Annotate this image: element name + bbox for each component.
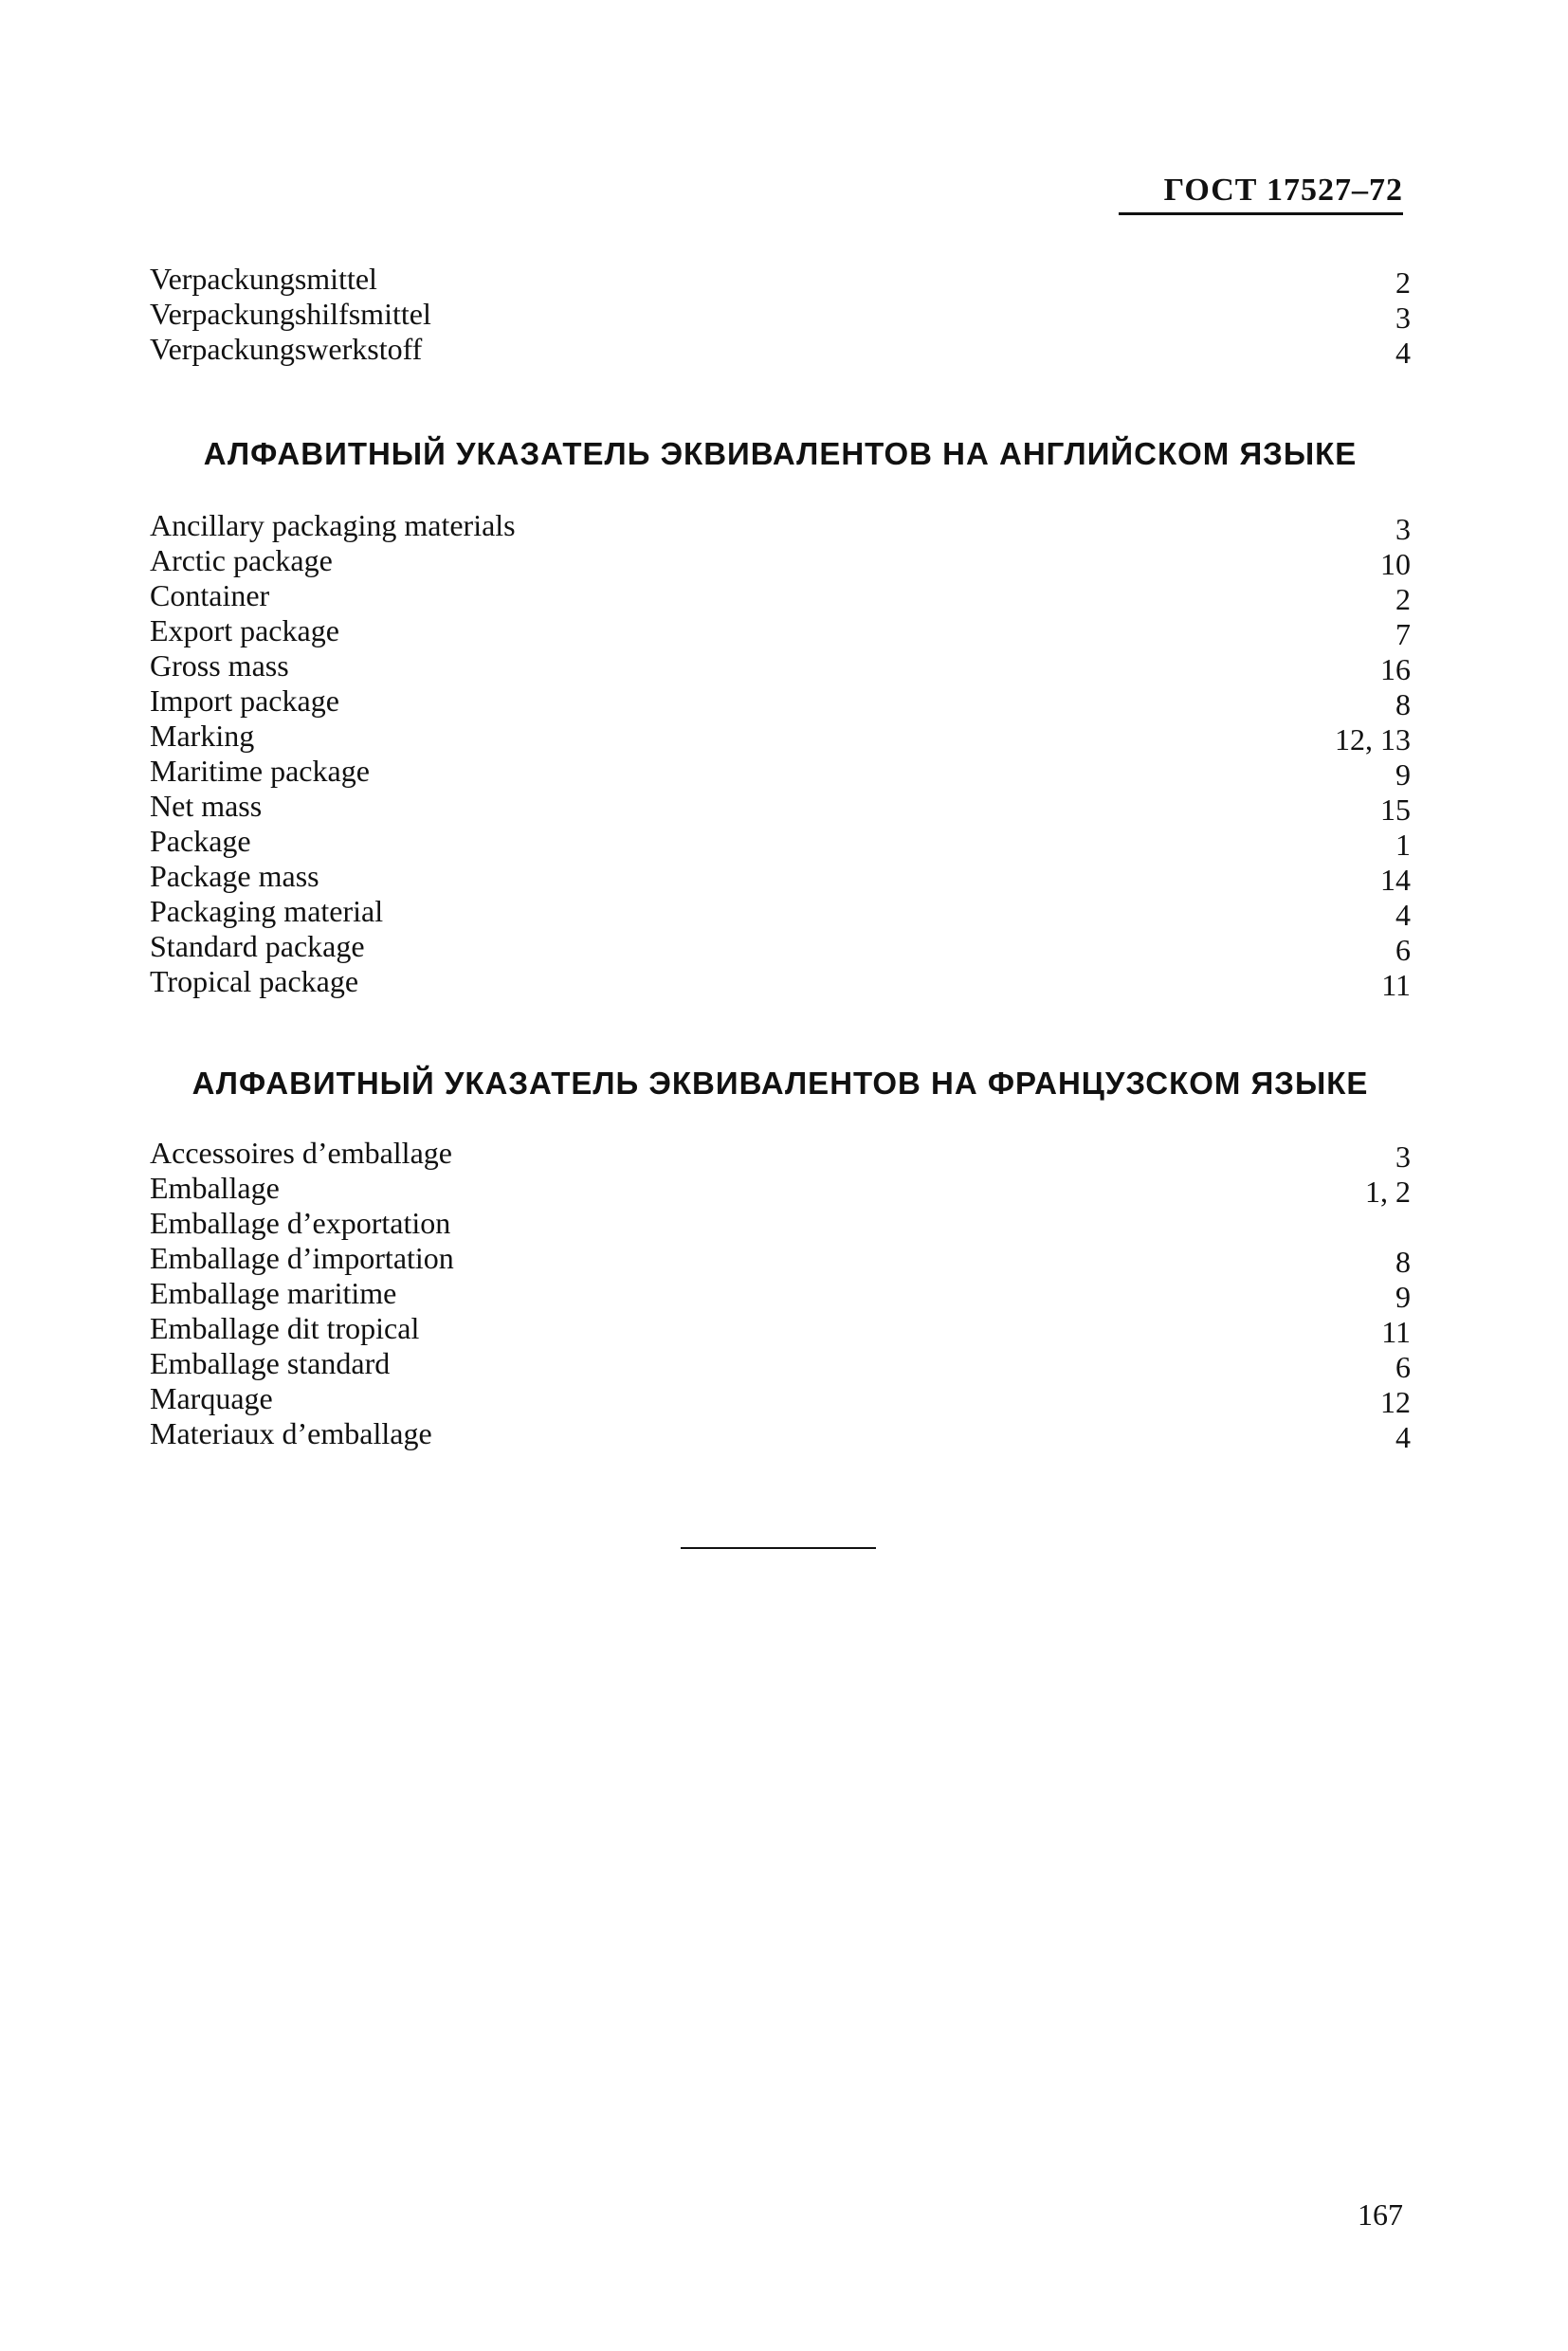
index-entry [150, 1346, 1411, 1384]
index-term: Standard package [150, 929, 365, 963]
index-number: 14 [1380, 863, 1411, 897]
index-entry [150, 1136, 1411, 1174]
index-term: Accessoires d’emballage [150, 1136, 452, 1170]
index-term: Emballage standard [150, 1346, 391, 1380]
index-term: Emballage d’importation [150, 1241, 454, 1275]
index-entry [150, 1381, 1411, 1419]
index-number: 12 [1380, 1385, 1411, 1419]
index-entry [150, 613, 1411, 651]
index-term: Emballage maritime [150, 1276, 397, 1310]
index-number: 6 [1395, 1350, 1411, 1384]
index-number: 7 [1395, 617, 1411, 651]
index-term: Emballage [150, 1171, 280, 1205]
index-term: Packaging material [150, 894, 384, 928]
index-entry [150, 859, 1411, 897]
index-entry [150, 332, 1411, 370]
index-term: Verpackungsmittel [150, 262, 377, 296]
end-divider [681, 1547, 876, 1549]
index-number: 2 [1395, 265, 1411, 300]
index-entry [150, 683, 1411, 719]
index-term: Net mass [150, 789, 263, 823]
page-number: 167 [1358, 2197, 1403, 2232]
index-term: Ancillary packaging materials [150, 508, 516, 542]
index-entry [150, 508, 1411, 546]
index-term: Verpackungswerkstoff [150, 332, 423, 366]
index-number: 11 [1381, 968, 1411, 1002]
index-entry [150, 262, 1411, 300]
index-number: 11 [1381, 1315, 1411, 1349]
index-entry [150, 824, 1411, 862]
index-number: 9 [1395, 1280, 1411, 1314]
index-entry [150, 1241, 1411, 1279]
index-term: Package [150, 824, 251, 858]
index-number: 9 [1395, 757, 1411, 792]
index-number: 8 [1395, 687, 1411, 721]
index-entry [150, 1171, 1411, 1209]
index-number: 1, 2 [1365, 1175, 1411, 1209]
index-entry [150, 789, 1411, 827]
german-index-list [150, 262, 1411, 370]
index-number: 1 [1395, 828, 1411, 862]
index-term: Emballage dit tropical [150, 1311, 420, 1345]
index-term: Marking [150, 719, 255, 753]
index-entry [150, 648, 1411, 686]
index-term: Arctic package [150, 543, 333, 577]
index-entry [150, 543, 1411, 581]
index-entry [150, 578, 1411, 616]
index-entry [150, 894, 1411, 932]
french-index-list [150, 1136, 1411, 1454]
index-number: 4 [1395, 898, 1411, 932]
index-entry [150, 1311, 1411, 1349]
index-term: Gross mass [150, 648, 289, 683]
index-term: Materiaux d’emballage [150, 1416, 432, 1450]
index-number: 16 [1380, 652, 1411, 686]
index-entry [150, 719, 1411, 754]
index-number: 6 [1395, 933, 1411, 967]
index-entry [150, 1416, 1411, 1454]
index-entry [150, 964, 1411, 1002]
english-index-title: АЛФАВИТНЫЙ УКАЗАТЕЛЬ ЭКВИВАЛЕНТОВ НА АНГЛИЙСКОМ ЯЗЫКЕ [203, 436, 1358, 471]
index-entry [150, 297, 1411, 335]
index-entry [150, 1206, 1411, 1241]
french-index-title: АЛФАВИТНЫЙ УКАЗАТЕЛЬ ЭКВИВАЛЕНТОВ НА ФРАНЦУЗСКОМ ЯЗЫКЕ [191, 1066, 1369, 1101]
index-number: 3 [1395, 512, 1411, 546]
index-term: Marquage [150, 1381, 273, 1415]
index-entry [150, 929, 1411, 967]
index-term: Verpackungshilfsmittel [150, 297, 431, 331]
index-number: 4 [1395, 1420, 1411, 1454]
index-term: Emballage d’exportation [150, 1206, 451, 1240]
index-term: Container [150, 578, 270, 612]
index-number: 10 [1380, 547, 1411, 581]
index-number: 3 [1395, 301, 1411, 335]
index-entry [150, 1276, 1411, 1314]
index-term: Export package [150, 613, 339, 647]
index-number: 15 [1380, 793, 1411, 827]
index-number: 2 [1395, 582, 1411, 616]
index-number: 8 [1395, 1245, 1411, 1279]
index-term: Package mass [150, 859, 319, 893]
index-term: Import package [150, 683, 339, 718]
index-entry [150, 754, 1411, 792]
index-number: 4 [1395, 336, 1411, 370]
index-number: 12, 13 [1335, 722, 1411, 756]
index-term: Maritime package [150, 754, 370, 788]
document-code-header: ГОСТ 17527–72 [1119, 173, 1403, 215]
index-term: Tropical package [150, 964, 359, 998]
english-index-list [150, 508, 1411, 1002]
index-number: 3 [1395, 1139, 1411, 1174]
